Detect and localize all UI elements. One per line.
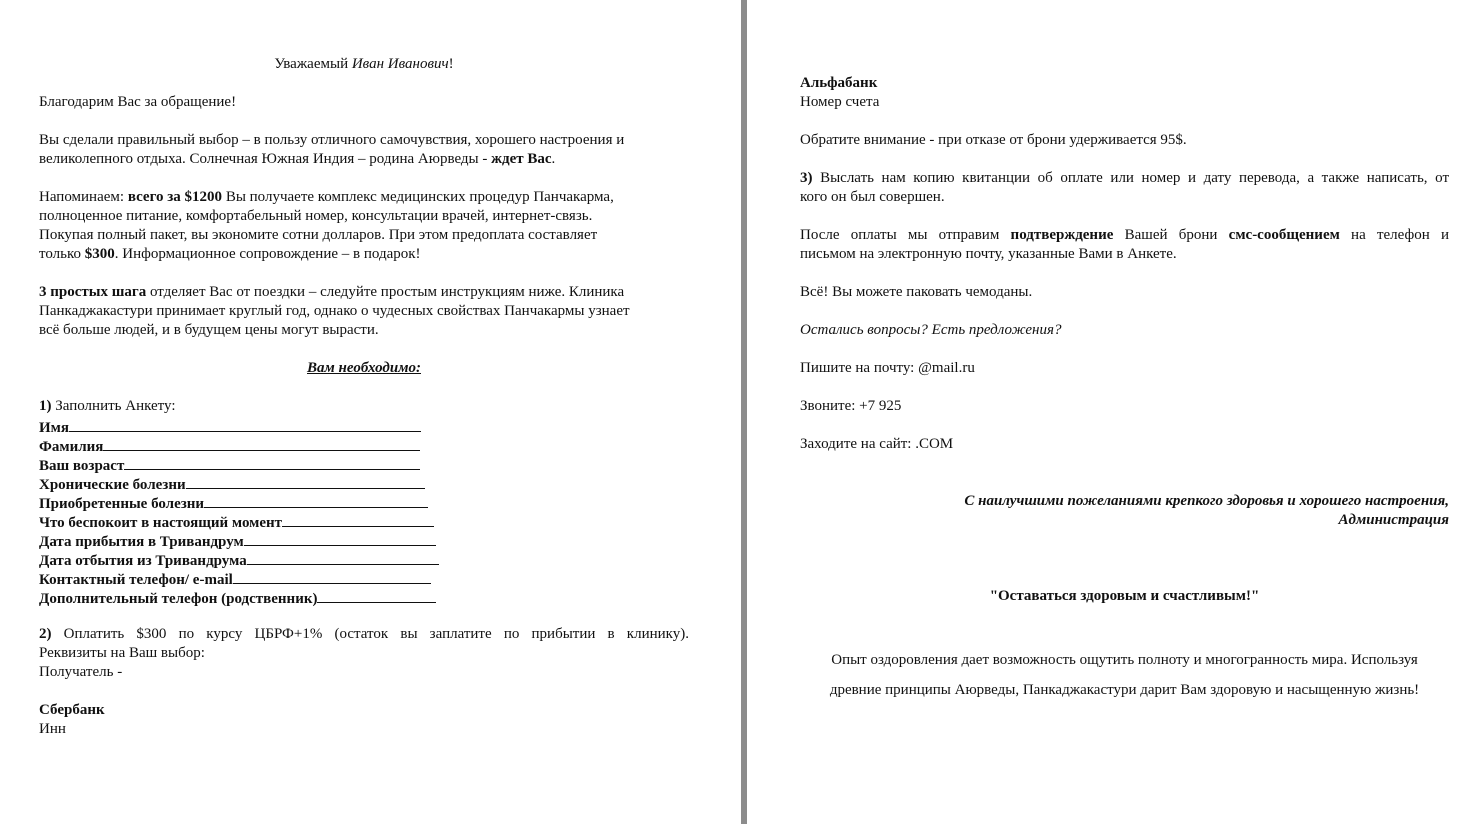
motto: "Оставаться здоровым и счастливым!": [989, 588, 1260, 604]
form-blank[interactable]: [124, 454, 420, 470]
form-blank[interactable]: [244, 530, 436, 546]
phone-line: Звоните: +7 925: [800, 398, 902, 414]
thanks-line: Благодарим Вас за обращение!: [39, 94, 237, 110]
confirmation-paragraph: После оплаты мы отправим подтверждение Вашей брони смс-сообщением на телефон и письмом на электронную почту, указанные Вами в Анкете.: [800, 227, 1450, 262]
signature-block: С наилучшими пожеланиями крепкого здоровья и хорошего настроения, Администрация: [964, 493, 1449, 528]
need-heading: Вам необходимо:: [307, 360, 421, 376]
form-field-surname: Фамилия: [39, 435, 439, 454]
form-blank[interactable]: [282, 511, 434, 527]
bank-sberbank: Сбербанк Инн: [39, 702, 105, 737]
form-field-contact: Контактный телефон/ e-mail: [39, 568, 439, 587]
form-field-arrival: Дата прибытия в Тривандрум: [39, 530, 439, 549]
paragraph-reminder: Напоминаем: всего за $1200 Вы получаете комплекс медицинских процедур Панчакарма, полноценное питание, комфортабельный номер, консультации врачей, интернет-связь. Покупая полный пакет, вы экономите сотни долларов. При этом предоплата составляет только $300. Информационное сопровождение – в подарок!: [39, 189, 614, 262]
form-blank[interactable]: [204, 492, 428, 508]
form-blank[interactable]: [233, 568, 431, 584]
step3-paragraph: 3) Выслать нам копию квитанции об оплате или номер и дату перевода, а также написать, от кого он был совершен.: [800, 170, 1449, 205]
form-blank[interactable]: [103, 435, 420, 451]
step1-line: 1) Заполнить Анкету:: [39, 398, 176, 414]
form-blank[interactable]: [186, 473, 425, 489]
questions-line: Остались вопросы? Есть предложения?: [800, 322, 1062, 338]
paragraph-steps: 3 простых шага отделяет Вас от поездки – следуйте простым инструкциям ниже. Клиника Панкаджакастури принимает круглый год, однако о чудесных свойствах Панчакармы узнает всё больше людей, и в будущем цены могут вырасти.: [39, 284, 630, 338]
greeting: Уважаемый Иван Иванович!: [274, 56, 454, 72]
form-field-name: Имя: [39, 416, 439, 435]
pack-line: Всё! Вы можете паковать чемоданы.: [800, 284, 1033, 300]
form-field-extra-phone: Дополнительный телефон (родственник): [39, 587, 439, 606]
paragraph-choice: Вы сделали правильный выбор – в пользу отличного самочувствия, хорошего настроения и великолепного отдыха. Солнечная Южная Индия – родина Аюрведы - ждет Вас.: [39, 132, 625, 167]
questionnaire-form: [39, 416, 439, 606]
step2-paragraph: 2) Оплатить $300 по курсу ЦБРФ+1% (остаток вы заплатите по прибытии в клинику). Реквизиты на Ваш выбор: Получатель -: [39, 626, 689, 680]
form-field-concerns: Что беспокоит в настоящий момент: [39, 511, 439, 530]
form-blank[interactable]: [317, 587, 436, 603]
form-field-acquired: Приобретенные болезни: [39, 492, 439, 511]
form-blank[interactable]: [69, 416, 421, 432]
email-line: Пишите на почту: @mail.ru: [800, 360, 975, 376]
recipient-name: Иван Иванович: [351, 56, 449, 72]
form-field-chronic: Хронические болезни: [39, 473, 439, 492]
bank-alfabank: Альфабанк Номер счета: [800, 75, 880, 110]
notice-line: Обратите внимание - при отказе от брони удерживается 95$.: [800, 132, 1187, 148]
form-field-departure: Дата отбытия из Тривандрума: [39, 549, 439, 568]
site-line: Заходите на сайт: .COM: [800, 436, 954, 452]
form-blank[interactable]: [247, 549, 439, 565]
form-field-age: Ваш возраст: [39, 454, 439, 473]
document-page-right: [747, 0, 1469, 824]
closing-paragraph: Опыт оздоровления дает возможность ощутить полноту и многогранность мира. Используя древние принципы Аюрведы, Панкаджакастури дарит Вам здоровую и насыщенную жизнь!: [829, 652, 1420, 698]
